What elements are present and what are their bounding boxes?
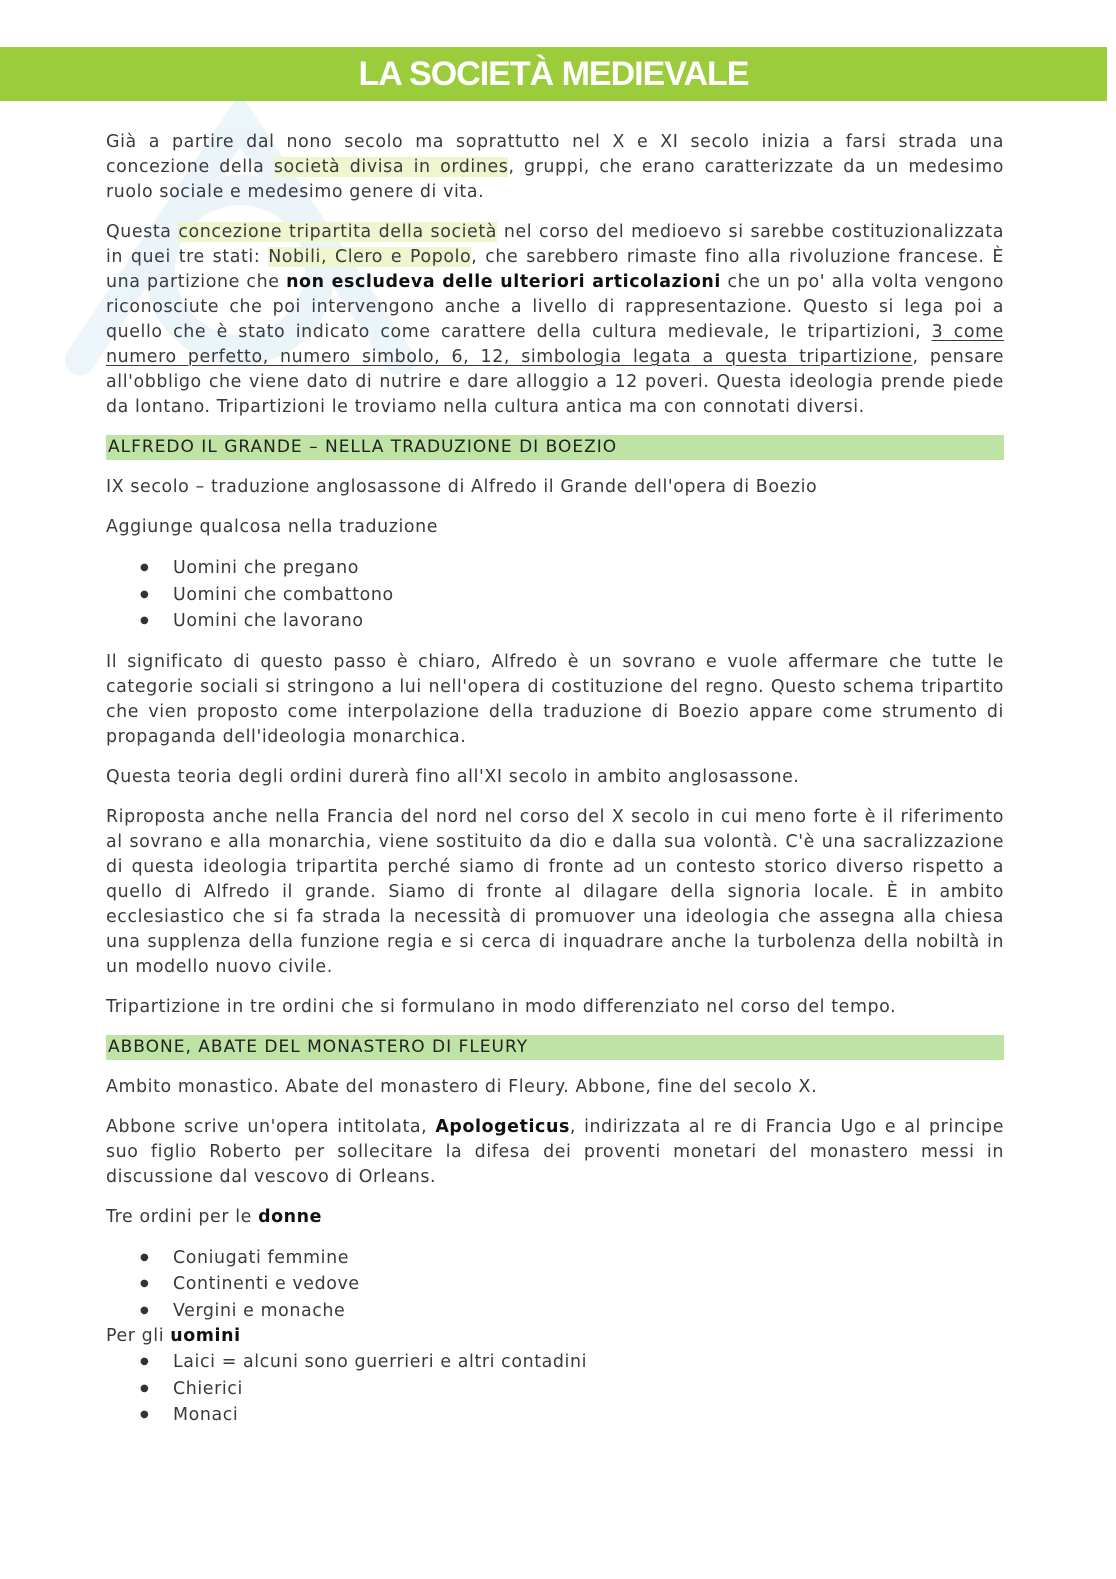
paragraph-intro xyxy=(106,130,1004,205)
paragraph-apologeticus xyxy=(106,1115,1004,1190)
list-item: ● Monaci xyxy=(106,1402,1004,1429)
list-item: ● Uomini che pregano xyxy=(106,555,1004,582)
underlined-text: 3 come numero perfetto, numero simbolo, 6, 12, simbologia legata a questa tripartizione xyxy=(106,322,1004,367)
text-run: nel corso del medioevo si sarebbe costituzionalizzata in quei tre stati: xyxy=(106,222,1004,267)
text-run: Già a partire dal nono secolo ma soprattutto nel X e XI secolo inizia a farsi strada una concezione della xyxy=(106,132,1004,177)
highlight-ordines: società divisa in ordines xyxy=(273,157,509,177)
paragraph-significato: Il significato di questo passo è chiaro, Alfredo è un sovrano e vuole affermare che tutte le categorie sociali si stringono a lui nell'opera di costituzione del regno. Questo schema tripartito che vien proposto come interpolazione della traduzione di Boezio appare come strumento di propaganda dell'ideologia monarchica. xyxy=(106,651,1004,747)
paragraph-francia: Riproposta anche nella Francia del nord nel corso del X secolo in cui meno forte è il riferimento al sovrano e alla monarchia, viene sostituito da dio e dalla sua volontà. C'è una sacralizzazione di questa ideologia tripartita perché siamo di fronte ad un contesto storico diverso rispetto a quello di Alfredo il grande. Siamo di fronte al dilagare della signoria locale. È in ambito ecclesiastico che si fa strada la necessità di promuover una ideologia che assegna alla chiesa una supplenza della funzione regia e si cerca di inquadrare anche la turbolenza della nobiltà in un modello nuovo civile. xyxy=(106,806,1004,977)
list-alfredo xyxy=(106,555,1004,635)
list-uomini xyxy=(106,1349,1004,1429)
text-run: , che sarebbero rimaste fino alla rivoluzione francese. È una partizione che xyxy=(106,247,1005,292)
text-run: che un po' alla volta vengono riconosciute che poi intervengono anche a livello di rappresentazione. Questo si lega poi a quello che è stato indicato come carattere della cultura medievale, le tripartizioni, xyxy=(106,272,1004,342)
paragraph-aggiunge: Aggiunge qualcosa nella traduzione xyxy=(106,517,439,537)
list-item: ● Coniugati femmine xyxy=(106,1245,1004,1272)
paragraph-tripartizione: Tripartizione in tre ordini che si formulano in modo differenziato nel corso del tempo. xyxy=(106,996,897,1017)
women-label xyxy=(106,1205,1004,1230)
paragraph-teoria: Questa teoria degli ordini durerà fino all'XI secolo in ambito anglosassone. xyxy=(106,766,800,787)
section-heading-abbone: ABBONE, ABATE DEL MONASTERO DI FLEURY xyxy=(106,1035,1004,1060)
paragraph-ambito: Ambito monastico. Abate del monastero di Fleury. Abbone, fine del secolo X. xyxy=(106,1076,818,1097)
bold-text: non escludeva delle ulteriori articolazioni xyxy=(286,272,721,292)
text-run: Tre ordini per le xyxy=(106,1206,259,1227)
page-title: LA SOCIETÀ MEDIEVALE xyxy=(358,54,749,93)
list-item: ● Uomini che combattono xyxy=(106,582,1004,609)
list-item: ● Vergini e monache xyxy=(106,1298,1004,1325)
men-label xyxy=(106,1324,1004,1349)
bold-text: uomini xyxy=(170,1326,241,1346)
text-run: Per gli xyxy=(106,1326,171,1346)
highlight-concezione: concezione tripartita della società xyxy=(178,222,498,242)
text-run: , indirizzata al re di Francia Ugo e al principe suo figlio Roberto per sollecitare la difesa dei proventi monetari del monastero messi in discussione dal vescovo di Orleans. xyxy=(106,1116,1004,1187)
text-run: , gruppi, che erano caratterizzate da un medesimo ruolo sociale e medesimo genere di vita. xyxy=(106,157,1004,202)
list-item: ● Continenti e vedove xyxy=(106,1271,1004,1298)
section-heading-alfredo: ALFREDO IL GRANDE – NELLA TRADUZIONE DI BOEZIO xyxy=(106,435,1004,460)
list-donne xyxy=(106,1245,1004,1325)
text-run: Abbone scrive un'opera intitolata, xyxy=(106,1116,436,1137)
bold-text: Apologeticus xyxy=(435,1116,570,1137)
text-run: Questa xyxy=(106,222,179,242)
list-item: ● Uomini che lavorano xyxy=(106,608,1004,635)
text-run: , pensare all'obbligo che viene dato di nutrire e dare alloggio a 12 poveri. Questa ideologia prende piede da lontano. Tripartizioni le troviamo nella cultura antica ma con connotati diversi. xyxy=(106,347,1004,417)
list-item: ● Laici = alcuni sono guerrieri e altri contadini xyxy=(106,1349,1004,1376)
list-item: ● Chierici xyxy=(106,1376,1004,1403)
paragraph-ix-secolo: IX secolo – traduzione anglosassone di Alfredo il Grande dell'opera di Boezio xyxy=(106,477,818,497)
highlight-stati: Nobili, Clero e Popolo xyxy=(268,247,472,267)
document-body xyxy=(106,130,1004,1444)
title-bar xyxy=(0,47,1107,101)
bold-text: donne xyxy=(258,1206,323,1227)
paragraph-tripartition xyxy=(106,220,1004,420)
